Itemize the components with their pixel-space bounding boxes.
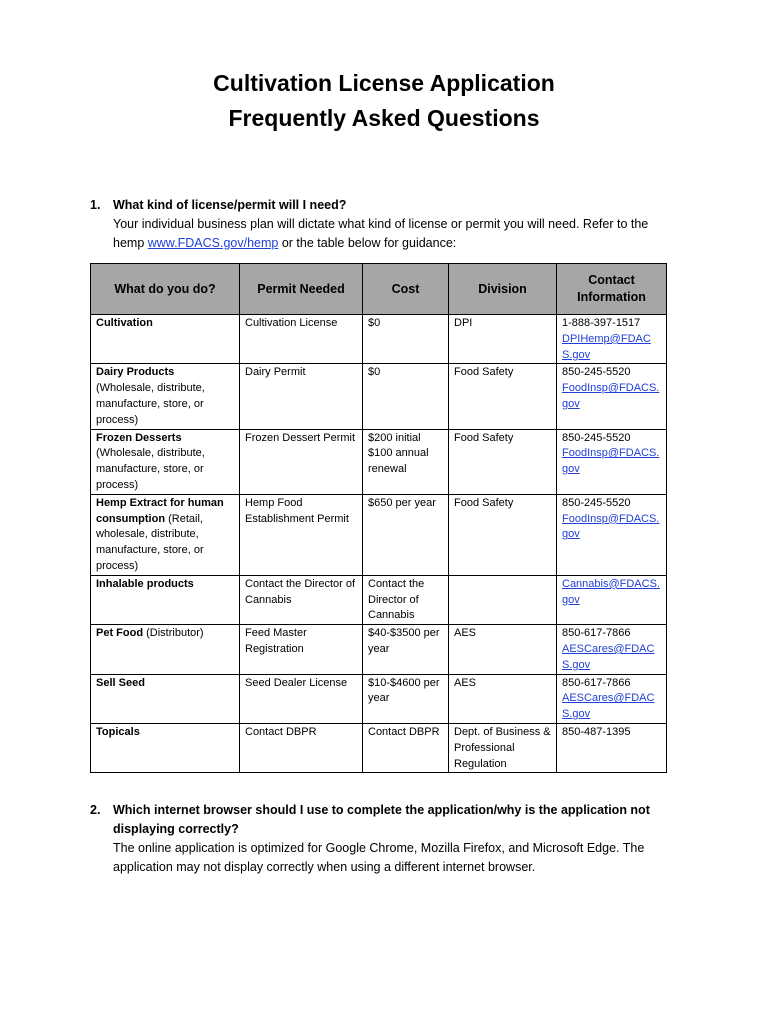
header-division: Division (449, 264, 557, 315)
cell-division: Food Safety (449, 364, 557, 429)
activity-name: Pet Food (96, 627, 144, 640)
hemp-link[interactable]: www.FDACS.gov/hemp (147, 236, 279, 250)
activity-detail: (Wholesale, distribute, manufacture, store, or process) (96, 382, 205, 426)
answer-text: The online application is optimized for Google Chrome, Mozilla Firefox, and Microsoft Edge. The application may not display correctly when using a different internet browser. (113, 841, 645, 874)
activity-detail: (Distributor) (143, 627, 204, 640)
contact-phone: 850-617-7866 (562, 627, 631, 640)
cell-activity (91, 494, 240, 575)
cell-contact (557, 315, 667, 364)
cell-cost: $0 (363, 364, 449, 429)
faq-item-1 (90, 196, 680, 253)
contact-email-link[interactable]: DPIHemp@FDACS.gov (562, 332, 651, 361)
table-row (91, 723, 667, 772)
contact-phone: 850-487-1395 (562, 725, 631, 738)
activity-detail: (Retail, wholesale, distribute, manufacture, store, or process) (96, 512, 204, 572)
cell-permit: Feed Master Registration (240, 625, 363, 674)
cell-division: DPI (449, 315, 557, 364)
activity-name: Hemp Extract for human consumption (96, 496, 224, 525)
activity-name: Cultivation (96, 317, 153, 329)
contact-email-link[interactable]: FoodInsp@FDACS.gov (562, 447, 660, 476)
contact-email-link[interactable]: AESCares@FDACS.gov (562, 692, 655, 721)
cell-cost: Contact the Director of Cannabis (363, 575, 449, 624)
cell-cost: $40-$3500 per year (363, 625, 449, 674)
table-row (91, 625, 667, 674)
cell-cost: $200 initial $100 annual renewal (363, 429, 449, 494)
cell-division (449, 575, 557, 624)
contact-email-link[interactable]: Cannabis@FDACS.gov (562, 577, 660, 606)
cell-permit: Contact DBPR (240, 723, 363, 772)
answer-text (113, 215, 680, 253)
table-header-row (91, 264, 667, 315)
contact-email-link[interactable]: FoodInsp@FDACS.gov (562, 512, 660, 541)
cell-contact (557, 429, 667, 494)
cell-activity (91, 364, 240, 429)
cell-cost: Contact DBPR (363, 723, 449, 772)
cell-activity (91, 575, 240, 624)
title-line-2: Frequently Asked Questions (228, 105, 540, 131)
cell-permit: Cultivation License (240, 315, 363, 364)
header-cost: Cost (363, 264, 449, 315)
cell-division: AES (449, 625, 557, 674)
contact-phone: 850-245-5520 (562, 431, 631, 444)
cell-permit: Frozen Dessert Permit (240, 429, 363, 494)
cell-activity (91, 723, 240, 772)
activity-name: Sell Seed (96, 676, 145, 689)
question-text: Which internet browser should I use to complete the application/why is the application not displaying correctly? (113, 803, 650, 836)
faq-item-2 (90, 801, 680, 877)
question-text: What kind of license/permit will I need? (113, 198, 347, 212)
cell-activity (91, 674, 240, 723)
activity-name: Dairy Products (96, 366, 175, 379)
cell-cost: $0 (363, 315, 449, 364)
table-row (91, 364, 667, 429)
contact-phone: 1-888-397-1517 (562, 317, 641, 329)
cell-permit: Dairy Permit (240, 364, 363, 429)
table-row (91, 494, 667, 575)
cell-division: AES (449, 674, 557, 723)
contact-phone: 850-245-5520 (562, 366, 631, 379)
activity-name: Frozen Desserts (96, 431, 182, 444)
header-contact: Contact Information (557, 264, 667, 315)
activity-name: Inhalable products (96, 577, 194, 590)
header-activity: What do you do? (91, 264, 240, 315)
contact-email-link[interactable]: FoodInsp@FDACS.gov (562, 382, 660, 410)
cell-activity (91, 315, 240, 364)
table-row (91, 315, 667, 364)
cell-division: Dept. of Business & Professional Regulation (449, 723, 557, 772)
cell-contact (557, 625, 667, 674)
cell-permit: Seed Dealer License (240, 674, 363, 723)
cell-contact (557, 364, 667, 429)
permit-table (90, 263, 667, 773)
cell-division: Food Safety (449, 494, 557, 575)
cell-activity (91, 429, 240, 494)
answer-text-start: Your individual business plan will dictate what kind of license or permit you will need. Refer to the hemp (113, 217, 649, 250)
header-permit: Permit Needed (240, 264, 363, 315)
cell-permit: Hemp Food Establishment Permit (240, 494, 363, 575)
cell-cost: $650 per year (363, 494, 449, 575)
answer-text-end: or the table below for guidance: (278, 236, 457, 250)
cell-contact (557, 674, 667, 723)
cell-contact (557, 494, 667, 575)
cell-contact (557, 723, 667, 772)
cell-permit: Contact the Director of Cannabis (240, 575, 363, 624)
activity-name: Topicals (96, 725, 140, 738)
table-row (91, 575, 667, 624)
question-number: 2. (90, 803, 101, 817)
contact-phone: 850-245-5520 (562, 496, 631, 509)
question-number: 1. (90, 198, 101, 212)
cell-cost: $10-$4600 per year (363, 674, 449, 723)
contact-email-link[interactable]: AESCares@FDACS.gov (562, 642, 655, 671)
page-title (0, 66, 768, 136)
cell-activity (91, 625, 240, 674)
cell-contact (557, 575, 667, 624)
table-row (91, 429, 667, 494)
table-row (91, 674, 667, 723)
activity-detail: (Wholesale, distribute, manufacture, store, or process) (96, 447, 205, 491)
title-line-1: Cultivation License Application (213, 70, 555, 96)
cell-division: Food Safety (449, 429, 557, 494)
contact-phone: 850-617-7866 (562, 676, 631, 689)
